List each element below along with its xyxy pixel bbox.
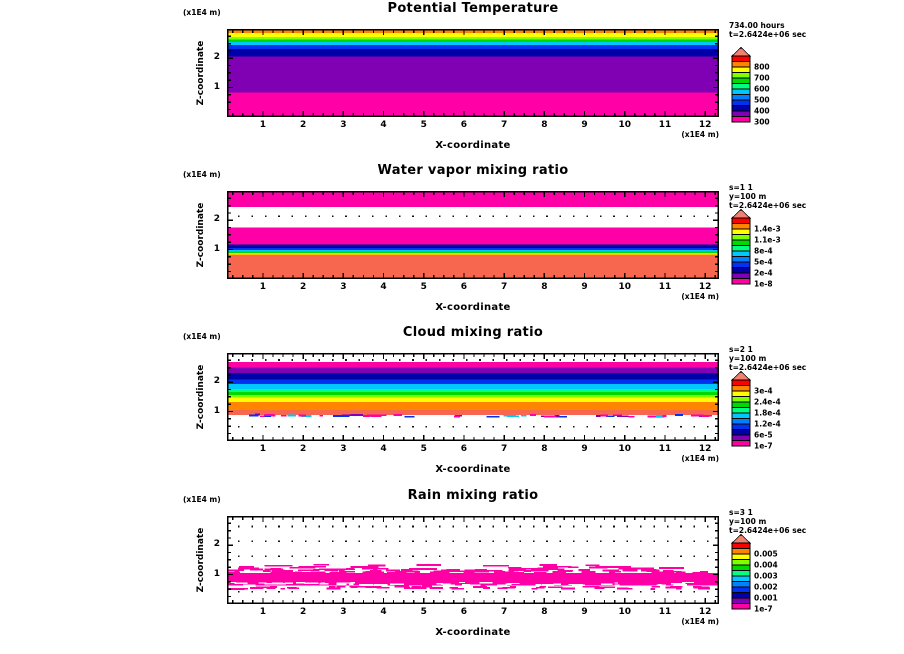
- y-axis-unit-label: (x1E4 m): [183, 495, 221, 504]
- x-tick-label: 6: [460, 120, 468, 130]
- y-axis-label: Z-coordinate: [196, 40, 206, 106]
- x-tick-label: 5: [420, 607, 427, 617]
- x-axis-label: X-coordinate: [435, 140, 511, 151]
- x-axis-unit-label: (x1E4 m): [681, 130, 719, 139]
- x-tick-label: 2: [299, 444, 307, 454]
- x-tick-label: 8: [541, 282, 548, 292]
- x-tick-label: 9: [581, 444, 588, 454]
- x-tick-label: 5: [420, 120, 427, 130]
- colorbar-rain-mixing-ratio: [730, 532, 802, 616]
- x-axis-label: X-coordinate: [435, 302, 511, 313]
- x-axis-label: X-coordinate: [435, 627, 511, 638]
- x-tick-label: 3: [340, 120, 347, 130]
- x-tick-label: 3: [340, 607, 347, 617]
- y-tick-label-2: 2: [213, 539, 220, 550]
- panel-title-cloud-mixing-ratio: Cloud mixing ratio: [402, 325, 544, 340]
- colorbar-label: 1e-7: [754, 604, 773, 614]
- panel-title-water-vapor-mixing-ratio: Water vapor mixing ratio: [377, 163, 569, 178]
- x-tick-label: 2: [299, 607, 307, 617]
- x-tick-label: 2: [299, 120, 307, 130]
- x-tick-label: 9: [581, 282, 588, 292]
- x-tick-label: 6: [460, 607, 468, 617]
- x-tick-label: 10: [618, 607, 632, 617]
- colorbar-label: 6e-5: [754, 430, 773, 440]
- x-tick-label: 12: [698, 607, 712, 617]
- x-tick-label: 12: [698, 444, 712, 454]
- colorbar-label: 1.1e-3: [754, 235, 781, 245]
- x-tick-label: 4: [380, 282, 387, 292]
- y-tick-label-1: 1: [213, 405, 220, 416]
- plot-info-line: s=3 1: [729, 508, 753, 517]
- y-axis-label: Z-coordinate: [196, 527, 206, 593]
- colorbar-label: 2e-4: [754, 268, 773, 278]
- x-axis-label: X-coordinate: [435, 464, 511, 475]
- colorbar-water-vapor-mixing-ratio: [730, 207, 802, 291]
- x-tick-label: 5: [420, 282, 427, 292]
- colorbar-label: 0.005: [754, 549, 778, 559]
- y-axis-unit-label: (x1E4 m): [183, 170, 221, 179]
- x-tick-label: 11: [658, 607, 672, 617]
- colorbar-label: 8e-4: [754, 246, 773, 256]
- x-tick-label: 4: [380, 607, 387, 617]
- x-tick-label: 9: [581, 607, 588, 617]
- x-axis-unit-label: (x1E4 m): [681, 454, 719, 463]
- plot-area-rain-mixing-ratio: [227, 516, 719, 604]
- y-tick-label-1: 1: [213, 568, 220, 579]
- colorbar-overflow-triangle: [732, 535, 750, 544]
- colorbar-label: 800: [754, 62, 770, 72]
- plot-info-line: y=100 m: [729, 354, 767, 363]
- plot-info-line: s=1 1: [729, 183, 753, 192]
- x-tick-label: 8: [541, 607, 548, 617]
- x-tick-label: 8: [541, 444, 548, 454]
- x-axis-unit-label: (x1E4 m): [681, 292, 719, 301]
- colorbar-label: 2.4e-4: [754, 397, 781, 407]
- x-tick-label: 4: [380, 444, 387, 454]
- plot-info-line: t=2.6424e+06 sec: [729, 201, 807, 210]
- colorbar-label: 400: [754, 106, 770, 116]
- colorbar-label: 1e-7: [754, 441, 773, 451]
- plot-info-line: s=2 1: [729, 345, 753, 354]
- plot-info-line: t=2.6424e+06 sec: [729, 30, 807, 39]
- colorbar-label: 0.003: [754, 571, 778, 581]
- x-tick-label: 7: [501, 607, 508, 617]
- x-tick-label: 12: [698, 120, 712, 130]
- x-tick-label: 7: [501, 444, 508, 454]
- x-tick-label: 12: [698, 282, 712, 292]
- colorbar-label: 3e-4: [754, 386, 773, 396]
- colorbar-label: 1.2e-4: [754, 419, 781, 429]
- plot-area-potential-temperature: [227, 29, 719, 117]
- colorbar-label: 1.8e-4: [754, 408, 781, 418]
- x-tick-label: 5: [420, 444, 427, 454]
- plot-info-line: y=100 m: [729, 192, 767, 201]
- colorbar-label: 0.001: [754, 593, 778, 603]
- x-tick-label: 3: [340, 282, 347, 292]
- colorbar-label: 300: [754, 117, 770, 127]
- plot-area-water-vapor-mixing-ratio: [227, 191, 719, 279]
- x-tick-label: 7: [501, 120, 508, 130]
- x-tick-label: 6: [460, 444, 468, 454]
- x-tick-label: 8: [541, 120, 548, 130]
- colorbar-label: 0.004: [754, 560, 778, 570]
- x-tick-label: 1: [259, 607, 267, 617]
- x-tick-label: 6: [460, 282, 468, 292]
- plot-info-line: t=2.6424e+06 sec: [729, 526, 807, 535]
- x-tick-label: 7: [501, 282, 508, 292]
- x-tick-label: 10: [618, 444, 632, 454]
- plot-info-line: y=100 m: [729, 517, 767, 526]
- x-tick-label: 11: [658, 444, 672, 454]
- y-axis-label: Z-coordinate: [196, 202, 206, 268]
- y-axis-unit-label: (x1E4 m): [183, 8, 221, 17]
- colorbar-label: 5e-4: [754, 257, 773, 267]
- x-tick-label: 1: [259, 444, 267, 454]
- plot-area-cloud-mixing-ratio: [227, 353, 719, 441]
- colorbar-label: 600: [754, 84, 770, 94]
- panel-title-rain-mixing-ratio: Rain mixing ratio: [407, 488, 539, 503]
- colorbar-label: 1e-8: [754, 279, 773, 289]
- y-tick-label-2: 2: [213, 52, 220, 63]
- plot-info-line: 734.00 hours: [729, 21, 785, 30]
- x-tick-label: 9: [581, 120, 588, 130]
- colorbar-cloud-mixing-ratio: [730, 369, 802, 453]
- x-tick-label: 4: [380, 120, 387, 130]
- y-axis-label: Z-coordinate: [196, 364, 206, 430]
- x-tick-label: 2: [299, 282, 307, 292]
- y-tick-label-1: 1: [213, 243, 220, 254]
- x-tick-label: 3: [340, 444, 347, 454]
- x-axis-unit-label: (x1E4 m): [681, 617, 719, 626]
- x-tick-label: 1: [259, 282, 267, 292]
- x-tick-label: 10: [618, 282, 632, 292]
- plot-info-line: t=2.6424e+06 sec: [729, 363, 807, 372]
- colorbar-label: 500: [754, 95, 770, 105]
- panel-title-potential-temperature: Potential Temperature: [387, 1, 559, 16]
- colorbar-overflow-triangle: [732, 48, 750, 57]
- x-tick-label: 11: [658, 120, 672, 130]
- y-tick-label-1: 1: [213, 81, 220, 92]
- colorbar-label: 0.002: [754, 582, 778, 592]
- colorbar-overflow-triangle: [732, 210, 750, 219]
- colorbar-label: 700: [754, 73, 770, 83]
- colorbar-label: 1.4e-3: [754, 224, 781, 234]
- y-tick-label-2: 2: [213, 214, 220, 225]
- x-tick-label: 10: [618, 120, 632, 130]
- colorbar-overflow-triangle: [732, 372, 750, 381]
- y-axis-unit-label: (x1E4 m): [183, 332, 221, 341]
- x-tick-label: 11: [658, 282, 672, 292]
- colorbar-potential-temperature: [730, 45, 802, 129]
- x-tick-label: 1: [259, 120, 267, 130]
- y-tick-label-2: 2: [213, 376, 220, 387]
